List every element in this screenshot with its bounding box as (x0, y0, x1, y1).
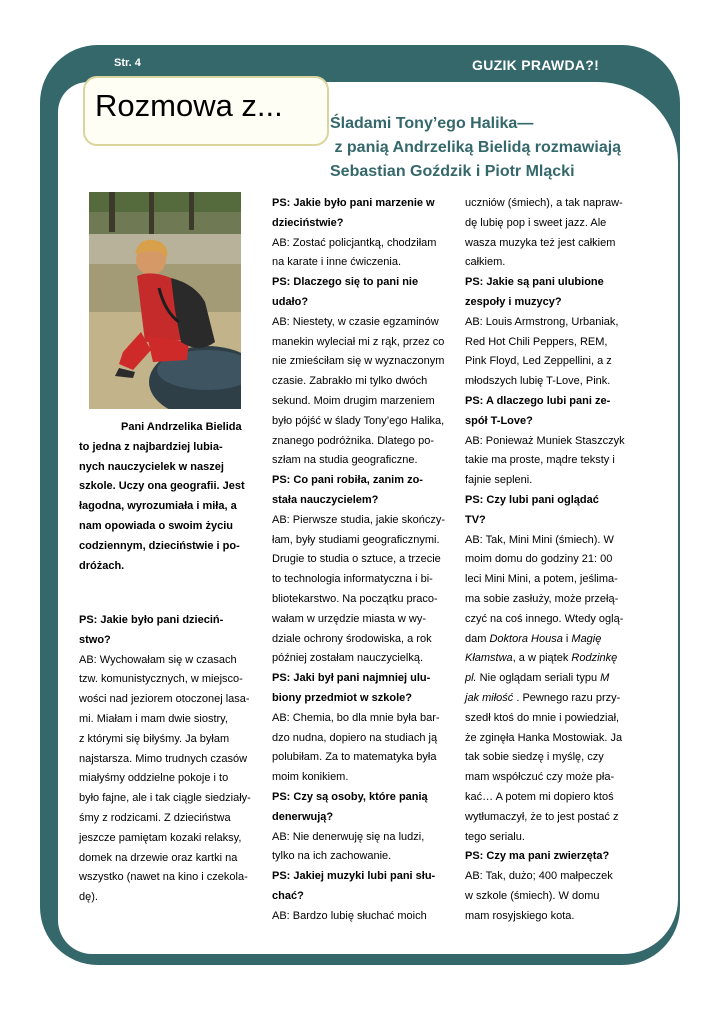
answer-line: uczniów (śmiech), a tak napraw- (465, 197, 623, 209)
question-line: stała nauczycielem? (272, 493, 379, 506)
answer-line: AB: Ponieważ Muniek Staszczyk (465, 434, 625, 447)
tv-title: M (600, 672, 610, 685)
answer-line: Drugie to studia o sztuce, a trzecie (272, 553, 441, 566)
answer-line: mi. Miałam i mam dwie siostry, (79, 712, 228, 725)
answer-line: szedł ktoś do mnie i powiedział, (465, 711, 620, 724)
answer-line: AB: Tak, Mini Mini (śmiech). W (465, 533, 614, 546)
interview-line: jak miłość . Pewnego razu przy- (465, 691, 621, 704)
answer-line: AB: Pierwsze studia, jakie skończy- (272, 513, 446, 526)
page-number: Str. 4 (114, 57, 141, 69)
question-line: TV? (465, 513, 486, 526)
interview-line: pl. Nie oglądam seriali typu M (465, 672, 610, 685)
answer-line: dę lubię pop i sweet jazz. Ale (465, 216, 607, 229)
caption-text: Pani Andrzelika Bielida (121, 421, 242, 433)
answer-line: ma sobie zasłuży, może przełą- (465, 592, 619, 605)
caption-line: dróżach. (79, 559, 125, 572)
answer-line: manekin wyleciał mi z rąk, przez co (272, 335, 445, 348)
teacher-photo (89, 192, 241, 409)
answer-line: było pójść w ślady Tony’ego Halika, (272, 414, 445, 427)
answer-line: całkiem. (465, 256, 506, 269)
question-line: PS: Czy lubi pani oglądać (465, 493, 599, 506)
caption-line: łagodna, wyrozumiała i miła, a (79, 500, 237, 513)
answer-line: śmy z rodzicami. Z dzieciństwa (79, 811, 231, 824)
photo-caption (79, 418, 255, 576)
caption-line (79, 418, 255, 438)
answer-line: szłam na studia geograficzne. (272, 454, 418, 467)
question-line: PS: Czy są osoby, które panią (272, 790, 428, 803)
newspaper-title: GUZIK PRAWDA?! (472, 57, 600, 73)
answer-line: czyć na coś innego. Wtedy oglą- (465, 612, 624, 625)
answer-line: takie ma proste, mądre teksty i (465, 454, 615, 467)
answer-line: mam rosyjskiego kota. (465, 909, 575, 922)
answer-line: AB: Zostać policjantką, chodziłam (272, 236, 437, 249)
question-line: PS: A dlaczego lubi pani ze- (465, 394, 611, 407)
tv-title: Rodzinkę (571, 652, 618, 665)
interview-column-2 (272, 194, 452, 926)
question-line: PS: Jaki był pani najmniej ulu- (272, 672, 431, 685)
answer-line: tak sobie siedzę i myślę, czy (465, 751, 604, 764)
answer-line: łam, były studiami geograficznymi. (272, 533, 440, 546)
question-line: stwo? (79, 633, 111, 646)
answer-line: Pink Floyd, Led Zeppellini, a z (465, 355, 612, 368)
question-line: dzieciństwie? (272, 216, 344, 229)
caption-line: codziennym, dzieciństwie i po- (79, 539, 240, 552)
caption-line: nam opowiada o swoim życiu (79, 519, 234, 532)
interview-line: Kłamstwa, a w piątek Rodzinkę (465, 652, 618, 665)
answer-line: AB: Louis Armstrong, Urbaniak, (465, 315, 619, 328)
answer-line: moim domu do godziny 21: 00 (465, 553, 613, 566)
caption-line: nych nauczycielek w naszej (79, 460, 224, 473)
question-line: PS: Jakiej muzyki lubi pani słu- (272, 870, 436, 883)
answer-line: na karate i inne ćwiczenia. (272, 256, 402, 269)
column-3-part-1 (465, 194, 651, 630)
answer-line: tego serialu. (465, 830, 525, 843)
answer-line: wości nad jeziorem otoczonej lasa- (79, 693, 250, 706)
caption-line: szkole. Uczy ona geografii. Jest (79, 480, 245, 493)
section-label-box (83, 76, 329, 146)
question-line: PS: Jakie było pani marzenie w (272, 197, 435, 209)
answer-line: miałyśmy oddzielne pokoje i to (79, 772, 229, 785)
interview-line: dam Doktora Housa i Magię (465, 632, 602, 645)
answer-line: dzo nudna, dopiero na studiach ją (272, 731, 438, 744)
answer-line: moim konikiem. (272, 771, 349, 784)
answer-line: Red Hot Chili Peppers, REM, (465, 335, 608, 348)
answer-line: sekund. Moim drugim marzeniem (272, 394, 435, 407)
answer-line: dziale ochrony środowiska, a rok (272, 632, 432, 645)
answer-line: nie zmieściłam się w wyznaczonym (272, 355, 445, 368)
column-3-part-2 (465, 709, 651, 927)
tv-title: jak miłość (465, 691, 514, 704)
question-line: PS: Jakie są pani ulubione (465, 276, 604, 289)
tv-title: Magię (571, 632, 602, 645)
answer-line: było fajne, ale i tak ciągle siedziały- (79, 792, 251, 805)
article-title-line: Sebastian Goździk i Piotr Mlącki (330, 163, 575, 180)
interview-column-1 (79, 611, 259, 908)
question-line: chać? (272, 889, 304, 902)
answer-line: czasie. Zabrakło mi tylko dwóch (272, 375, 428, 388)
answer-line: wałam w urzędzie miasta w wy- (272, 612, 427, 625)
answer-line: polubiłam. Za to matematyka była (272, 751, 437, 764)
answer-line: AB: Niestety, w czasie egzaminów (272, 315, 439, 328)
interview-column-3 (465, 194, 651, 926)
answer-line: że zginęła Hanka Mostowiak. Ja (465, 731, 623, 744)
tv-title: Doktora Housa (489, 632, 563, 645)
article-title-line: Śladami Tony’ego Halika— (330, 115, 534, 132)
article-title-line: z panią Andrzeliką Bielidą rozmawiają (330, 139, 622, 156)
answer-line: później zostałam nauczycielką. (272, 652, 424, 665)
answer-line: młodszych lubię T-Love, Pink. (465, 375, 611, 388)
answer-line: to technologia informatyczna i bi- (272, 573, 433, 586)
question-line: spół T-Love? (465, 414, 533, 427)
answer-line: tzw. komunistycznych, w miejsco- (79, 673, 243, 686)
answer-line: leci Mini Mini, a potem, jeślima- (465, 573, 618, 586)
teacher-photo-illustration (89, 192, 241, 409)
answer-line: fajnie sepleni. (465, 474, 533, 487)
answer-line: wszystko (nawet na kino i czekola- (79, 871, 248, 884)
answer-line: kać… A potem mi dopiero ktoś (465, 790, 614, 803)
answer-line: AB: Nie denerwuję się na ludzi, (272, 830, 425, 843)
answer-line: AB: Tak, dużo; 400 małpeczek (465, 870, 613, 883)
answer-line: wasza muzyka też jest całkiem (465, 236, 616, 249)
answer-line: tylko na ich zachowanie. (272, 850, 392, 863)
question-line: PS: Dlaczego się to pani nie (272, 276, 419, 289)
answer-line: najstarsza. Mimo trudnych czasów (79, 752, 248, 765)
answer-line: wytłumaczył, że to jest postać z (465, 810, 619, 823)
answer-line: AB: Bardzo lubię słuchać moich (272, 909, 427, 922)
answer-line: AB: Chemia, bo dla mnie była bar- (272, 711, 440, 724)
answer-line: AB: Wychowałam się w czasach (79, 653, 237, 666)
question-line: udało? (272, 295, 309, 308)
caption-line: to jedna z najbardziej lubia- (79, 440, 223, 453)
question-line: denerwują? (272, 810, 334, 823)
section-title: Rozmowa z... (95, 88, 283, 123)
answer-line: dę). (79, 891, 98, 904)
article-title (330, 112, 670, 184)
question-line: PS: Czy ma pani zwierzęta? (465, 850, 610, 863)
answer-line: mam współczuć czy może pła- (465, 771, 615, 784)
question-line: biony przedmiot w szkole? (272, 691, 412, 704)
answer-line: znanego podróżnika. Dlatego po- (272, 434, 435, 447)
question-line: PS: Co pani robiła, zanim zo- (272, 474, 423, 487)
answer-line: domek na drzewie oraz kartki na (79, 851, 238, 864)
answer-line: w szkole (śmiech). W domu (465, 889, 600, 902)
answer-line: jeszcze pamiętam kozaki relaksy, (79, 831, 242, 844)
tv-title: Kłamstwa (465, 652, 513, 665)
answer-line: bliotekarstwo. Na początku praco- (272, 592, 438, 605)
answer-line: z którymi się biłyśmy. Ja byłam (79, 732, 230, 745)
tv-title: pl. (465, 672, 477, 685)
question-line: zespoły i muzycy? (465, 295, 562, 308)
question-line: PS: Jakie było pani dzieciń- (79, 614, 224, 626)
